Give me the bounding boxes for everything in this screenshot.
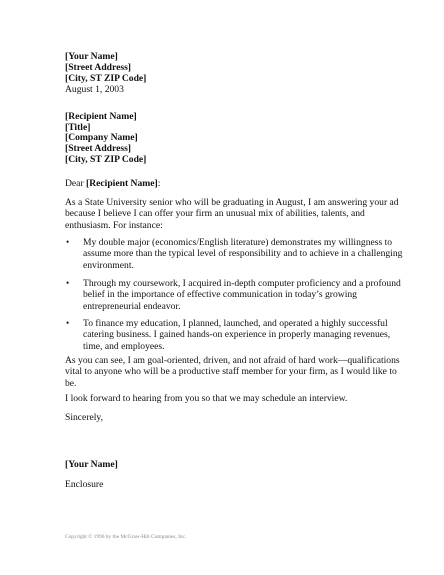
bullet-line: catering business. I gained hands-on experience in properly managing revenues, [83,329,391,341]
intro-line: As a State University senior who will be graduating in August, I am answering your ad [65,197,399,208]
salutation [65,178,160,189]
intro-paragraph [65,197,399,231]
bullet-line: environment. [83,259,134,271]
bullet-line: To finance my education, I planned, launched, and operated a highly successful [83,318,388,329]
bullet-marker: • [66,318,70,328]
bullet-marker: • [66,237,70,247]
salutation-name: [Recipient Name] [86,178,158,189]
recipient-street: [Street Address] [65,143,131,154]
recipient-city: [City, ST ZIP Code] [65,154,147,165]
bullet-item [83,318,390,352]
bullet-item [83,278,401,312]
recipient-name: [Recipient Name] [65,111,137,122]
intro-line: because I believe I can offer your firm an unusual mix of abilities, talents, and [65,208,365,220]
bullet-marker: • [66,278,70,288]
goal-line: be. [65,377,77,389]
recipient-company: [Company Name] [65,132,138,143]
bullet-line: My double major (economics/English literature) demonstrates my willingness to [83,237,393,248]
sender-city: [City, ST ZIP Code] [65,73,147,84]
bullet-line: assume more than the typical level of responsibility and to achieve in a challenging [83,248,403,260]
bullet-item [83,237,402,271]
sign-off: Sincerely, [65,412,104,423]
signature-name: [Your Name] [65,459,118,470]
intro-line: enthusiasm. For instance: [65,219,163,231]
enclosure-note: Enclosure [65,479,104,490]
letter-date: August 1, 2003 [65,84,124,95]
salutation-prefix: Dear [65,178,87,189]
goal-line: As you can see, I am goal-oriented, driven, and not afraid of hard work—qualifications [65,355,400,366]
goal-line: vital to anyone who will be a productive staff member for your firm, as I would like to [65,366,397,378]
salutation-suffix: : [157,178,161,189]
bullet-line: belief in the importance of effective communication in today’s growing [83,289,357,301]
bullet-line: time, and employees. [83,340,165,352]
recipient-title: [Title] [65,122,91,133]
bullet-line: entrepreneurial endeavor. [83,300,181,312]
bullet-line: Through my coursework, I acquired in-depth computer proficiency and a profound [83,278,401,289]
sender-street: [Street Address] [65,62,131,73]
copyright-notice: Copyright © 1996 by the McGraw-Hill Companies, Inc. [65,534,187,540]
closing-paragraph: I look forward to hearing from you so that we may schedule an interview. [65,393,348,404]
goal-paragraph [65,355,400,389]
sender-name: [Your Name] [65,51,118,62]
